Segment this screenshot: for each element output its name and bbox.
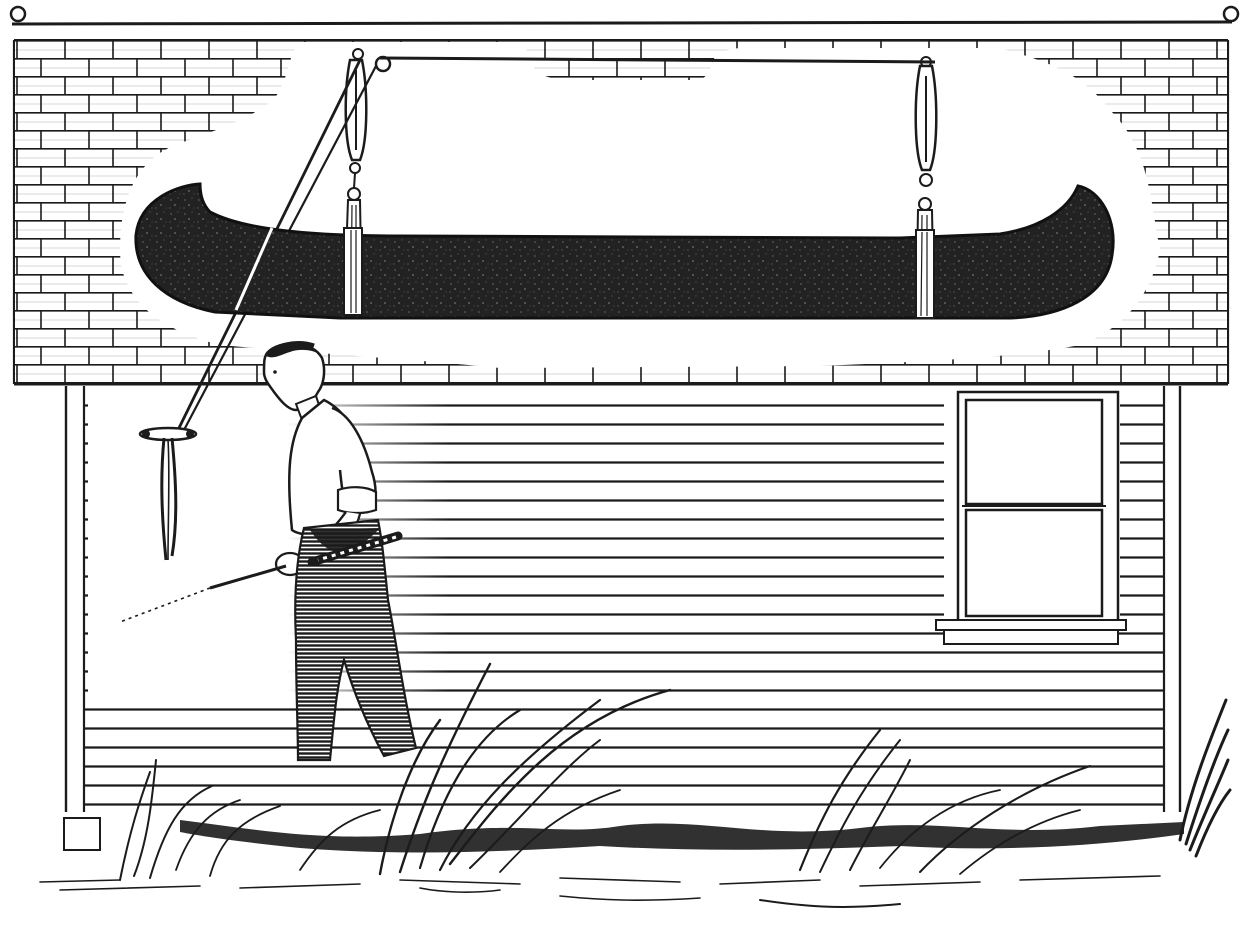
window: [936, 390, 1126, 644]
foundation: [64, 812, 1184, 852]
